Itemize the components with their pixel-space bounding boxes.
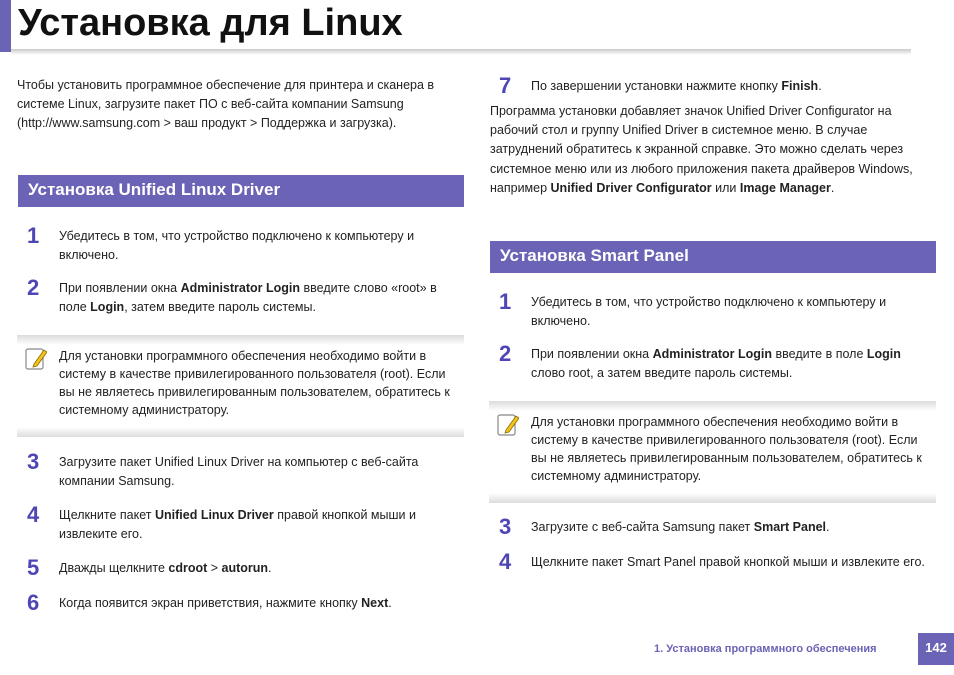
step-number: 1 xyxy=(499,289,512,314)
page-number: 142 xyxy=(918,633,954,665)
note-box-linux xyxy=(17,335,464,437)
step-number: 3 xyxy=(27,449,40,474)
step-text: Убедитесь в том, что устройство подключено к компьютеру и включено. xyxy=(531,295,887,328)
step-text: Когда появится экран приветствия, нажмите кнопку Next. xyxy=(59,596,392,610)
step-text: По завершении установки нажмите кнопку Finish. xyxy=(531,79,822,93)
after-install-paragraph: Программа установки добавляет значок Unified Driver Configurator на рабочий стол и группу Unified Driver в системное меню. В случае затруднений обратитесь к экранной справке. Это можно сделать через системное меню или из любого приложения пакета драйверов Windows, например Unified Driver Configurator или Image Manager. xyxy=(490,104,913,195)
step-number: 4 xyxy=(27,502,40,527)
step-number: 6 xyxy=(27,590,40,615)
note-pencil-icon xyxy=(497,413,519,437)
section-header-smart-panel: Установка Smart Panel xyxy=(490,241,936,273)
step-number: 1 xyxy=(27,223,40,248)
step-number: 5 xyxy=(27,555,40,580)
note-pencil-icon xyxy=(25,347,47,371)
footer-section-link[interactable]: 1. Установка программного обеспечения xyxy=(654,643,877,655)
step-text: Щелкните пакет Smart Panel правой кнопкой мыши и извлеките его. xyxy=(531,555,925,569)
step-number: 2 xyxy=(499,341,512,366)
note-text: Для установки программного обеспечения необходимо войти в систему в качестве привилегированного пользователя (root). Если вы не являетесь привилегированным пользователем, обратитесь к системному администратору. xyxy=(59,349,450,417)
step-text: Дважды щелкните cdroot > autorun. xyxy=(59,561,272,575)
step-text: Щелкните пакет Unified Linux Driver правой кнопкой мыши и извлеките его. xyxy=(59,508,416,541)
intro-paragraph: Чтобы установить программное обеспечение для принтера и сканера в системе Linux, загрузите пакет ПО с веб-сайта компании Samsung (http://www.samsung.com > ваш продукт > Поддержка и загрузка). xyxy=(17,78,435,131)
step-text: Убедитесь в том, что устройство подключено к компьютеру и включено. xyxy=(59,229,415,262)
note-text: Для установки программного обеспечения необходимо войти в систему в качестве привилегированного пользователя (root). Если вы не являетесь привилегированным пользователем, обратитесь к системному администратору. xyxy=(531,415,922,483)
title-accent-bar xyxy=(0,0,11,52)
step-text: Загрузите с веб-сайта Samsung пакет Smart Panel. xyxy=(531,520,830,534)
step-text: При появлении окна Administrator Login введите в поле Login слово root, а затем введите пароль системы. xyxy=(531,347,901,380)
title-divider xyxy=(11,49,911,55)
section-header-linux-driver: Установка Unified Linux Driver xyxy=(18,175,464,207)
step-text: Загрузите пакет Unified Linux Driver на компьютер с веб-сайта компании Samsung. xyxy=(59,455,419,488)
step-number: 7 xyxy=(499,73,512,98)
step-number: 2 xyxy=(27,275,40,300)
step-number: 3 xyxy=(499,514,512,539)
step-number: 4 xyxy=(499,549,512,574)
step-text: При появлении окна Administrator Login введите слово «root» в поле Login, затем введите пароль системы. xyxy=(59,281,437,314)
page-title: Установка для Linux xyxy=(18,2,403,44)
note-box-smart-panel xyxy=(489,401,936,503)
